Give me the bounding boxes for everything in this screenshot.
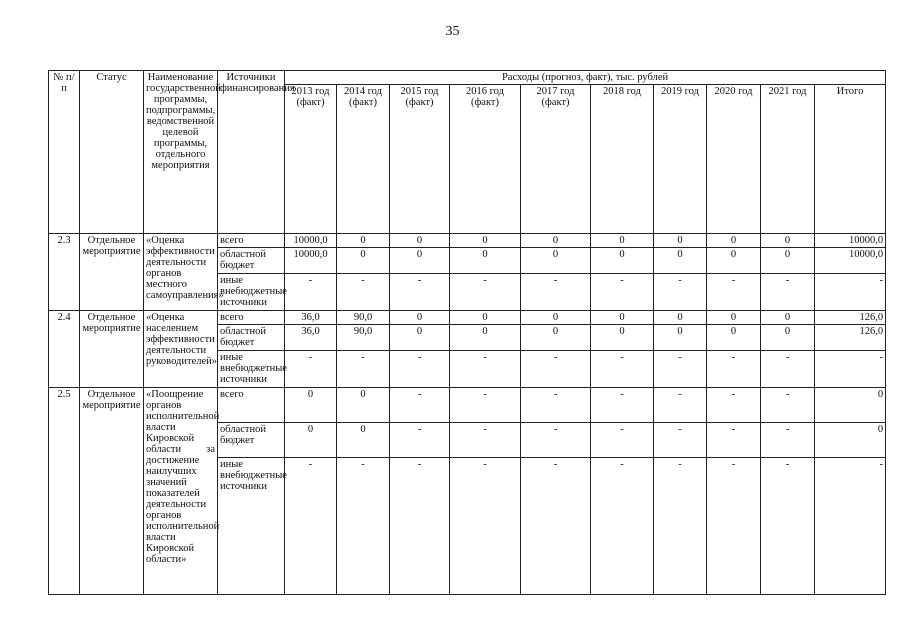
year-header: 2014 год (факт) [337, 85, 390, 234]
value-cell: 0 [654, 248, 707, 274]
value-cell: - [654, 388, 707, 423]
value-cell: - [761, 351, 815, 388]
value-cell: - [591, 351, 654, 388]
value-cell: 0 [521, 248, 591, 274]
value-cell: - [390, 388, 450, 423]
source-cell: всего [218, 311, 285, 325]
header-num: № п/п [49, 71, 80, 234]
row-num: 2.5 [49, 388, 80, 595]
year-header: 2018 год [591, 85, 654, 234]
value-cell: 0 [390, 311, 450, 325]
source-cell: иные внебюджетные источники [218, 458, 285, 595]
value-cell: - [707, 274, 761, 311]
value-cell: 0 [450, 325, 521, 351]
value-cell: 0 [761, 325, 815, 351]
value-cell: - [521, 351, 591, 388]
value-cell: - [521, 274, 591, 311]
source-cell: всего [218, 388, 285, 423]
value-cell: - [707, 388, 761, 423]
total-cell: - [815, 458, 886, 595]
table-row [49, 388, 886, 423]
value-cell: 0 [521, 234, 591, 248]
row-name: «Оценка эффективности деятельности органов местного самоуправления» [144, 234, 218, 311]
row-name: «Поощрение органов исполнительной власти Кировской области за достижение наилучших значений показателей деятельности органов исполнительной власти Кировской области» [144, 388, 218, 595]
value-cell: 0 [521, 325, 591, 351]
value-cell: - [450, 458, 521, 595]
value-cell: 90,0 [337, 325, 390, 351]
value-cell: 10000,0 [285, 234, 337, 248]
value-cell: 0 [337, 234, 390, 248]
value-cell: 10000,0 [285, 248, 337, 274]
total-cell: 126,0 [815, 311, 886, 325]
value-cell: 0 [337, 423, 390, 458]
source-cell: областной бюджет [218, 248, 285, 274]
value-cell: - [285, 351, 337, 388]
value-cell: - [591, 388, 654, 423]
value-cell: - [390, 351, 450, 388]
source-cell: всего [218, 234, 285, 248]
total-cell: 0 [815, 388, 886, 423]
value-cell: 0 [654, 311, 707, 325]
value-cell: 0 [450, 248, 521, 274]
value-cell: - [450, 388, 521, 423]
value-cell: 0 [591, 325, 654, 351]
year-header: 2013 год (факт) [285, 85, 337, 234]
header-sources: Источники финансирования [218, 71, 285, 234]
value-cell: - [390, 274, 450, 311]
value-cell: - [591, 274, 654, 311]
value-cell: 0 [285, 423, 337, 458]
value-cell: - [761, 423, 815, 458]
row-num: 2.4 [49, 311, 80, 388]
value-cell: 0 [761, 248, 815, 274]
value-cell: - [285, 458, 337, 595]
value-cell: - [337, 351, 390, 388]
value-cell: - [707, 351, 761, 388]
value-cell: 0 [654, 325, 707, 351]
row-name: «Оценка населением эффективности деятельности руководителей» [144, 311, 218, 388]
total-cell: - [815, 351, 886, 388]
header-row [49, 71, 886, 85]
value-cell: 0 [707, 311, 761, 325]
value-cell: 0 [591, 311, 654, 325]
value-cell: - [450, 274, 521, 311]
value-cell: 0 [337, 248, 390, 274]
total-cell: 0 [815, 423, 886, 458]
value-cell: 0 [450, 311, 521, 325]
row-status: Отдельное мероприятие [80, 234, 144, 311]
value-cell: - [521, 458, 591, 595]
total-cell: 10000,0 [815, 248, 886, 274]
value-cell: - [761, 274, 815, 311]
value-cell: - [450, 423, 521, 458]
budget-table [48, 70, 886, 595]
total-cell: - [815, 274, 886, 311]
value-cell: - [521, 388, 591, 423]
value-cell: - [707, 458, 761, 595]
year-header: Итого [815, 85, 886, 234]
value-cell: - [390, 423, 450, 458]
value-cell: 90,0 [337, 311, 390, 325]
source-cell: иные внебюджетные источники [218, 274, 285, 311]
value-cell: - [337, 458, 390, 595]
value-cell: 0 [390, 248, 450, 274]
value-cell: 36,0 [285, 325, 337, 351]
value-cell: 0 [707, 234, 761, 248]
value-cell: 0 [521, 311, 591, 325]
value-cell: - [390, 458, 450, 595]
value-cell: 36,0 [285, 311, 337, 325]
value-cell: 0 [390, 325, 450, 351]
year-header: 2019 год [654, 85, 707, 234]
value-cell: - [654, 423, 707, 458]
source-cell: областной бюджет [218, 325, 285, 351]
header-name: Наименование государственной программы, подпрограммы, ведомственной целевой программы, отдельного мероприятия [144, 71, 218, 234]
year-header: 2015 год (факт) [390, 85, 450, 234]
header-status: Статус [80, 71, 144, 234]
value-cell: 0 [285, 388, 337, 423]
table-row [49, 234, 886, 248]
year-header: 2020 год [707, 85, 761, 234]
value-cell: 0 [707, 248, 761, 274]
value-cell: - [521, 423, 591, 458]
page-number: 35 [445, 24, 460, 39]
value-cell: - [591, 423, 654, 458]
source-cell: иные внебюджетные источники [218, 351, 285, 388]
value-cell: 0 [707, 325, 761, 351]
value-cell: 0 [761, 234, 815, 248]
value-cell: 0 [761, 311, 815, 325]
value-cell: 0 [337, 388, 390, 423]
value-cell: - [761, 458, 815, 595]
year-header: 2021 год [761, 85, 815, 234]
source-cell: областной бюджет [218, 423, 285, 458]
value-cell: - [707, 423, 761, 458]
value-cell: - [761, 388, 815, 423]
year-header: 2017 год (факт) [521, 85, 591, 234]
value-cell: 0 [450, 234, 521, 248]
header-expenses: Расходы (прогноз, факт), тыс. рублей [285, 71, 886, 85]
value-cell: 0 [654, 234, 707, 248]
value-cell: - [450, 351, 521, 388]
value-cell: - [654, 351, 707, 388]
value-cell: - [654, 458, 707, 595]
value-cell: - [591, 458, 654, 595]
value-cell: 0 [591, 234, 654, 248]
row-num: 2.3 [49, 234, 80, 311]
row-status: Отдельное мероприятие [80, 388, 144, 595]
table-row [49, 311, 886, 325]
value-cell: 0 [591, 248, 654, 274]
value-cell: 0 [390, 234, 450, 248]
year-header: 2016 год (факт) [450, 85, 521, 234]
total-cell: 10000,0 [815, 234, 886, 248]
row-status: Отдельное мероприятие [80, 311, 144, 388]
value-cell: - [337, 274, 390, 311]
value-cell: - [654, 274, 707, 311]
total-cell: 126,0 [815, 325, 886, 351]
value-cell: - [285, 274, 337, 311]
